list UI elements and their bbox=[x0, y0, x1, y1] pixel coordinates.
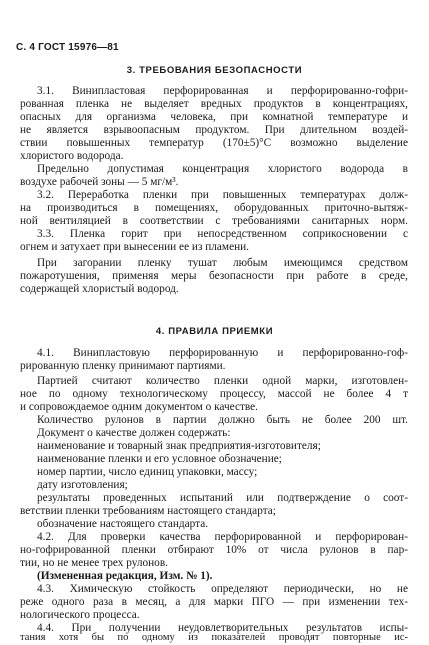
text-line: результаты проведенных испытаний или подтверждение о соот- bbox=[37, 492, 408, 504]
text-line: обозначение настоящего стандарта. bbox=[37, 518, 209, 530]
text-line: рированную пленку принимают партиями. bbox=[20, 360, 226, 372]
text-line: номер партии, число единиц упаковки, массу; bbox=[37, 466, 258, 478]
page-header: С. 4 ГОСТ 15976—81 bbox=[16, 42, 119, 53]
section-3-title: 3. ТРЕБОВАНИЯ БЕЗОПАСНОСТИ bbox=[126, 65, 303, 76]
text-line: тания хотя бы по одному из показателей проводят повторные ис- bbox=[20, 632, 408, 643]
text-line: наименование пленки и его условное обозначение; bbox=[37, 453, 282, 465]
text-line: наименование и товарный знак предприятия-изготовителя; bbox=[37, 440, 321, 452]
text-line: нологического процесса. bbox=[20, 609, 140, 621]
text-line: ное по одному технологическому процессу, массой не более 4 т bbox=[20, 388, 408, 400]
text-line: 3.1. Винипластовая перфорированная и перфорированно-гофри- bbox=[37, 85, 408, 97]
text-line: 3.2. Переработка пленки при повышенных температурах долж- bbox=[37, 189, 408, 201]
text-line: ветствии пленки требованиям настоящего стандарта; bbox=[20, 505, 276, 517]
section-4-title: 4. ПРАВИЛА ПРИЕМКИ bbox=[155, 326, 274, 337]
text-line: 4.1. Винипластовую перфорированную и перфорированно-гоф- bbox=[37, 347, 408, 359]
text-line: содержащей хлористый водород. bbox=[20, 283, 179, 295]
text-line: не является взрывоопасным продуктом. При длительном воздей- bbox=[20, 124, 408, 136]
text-line: огнем и затухает при вынесении ее из пламени. bbox=[20, 241, 250, 253]
text-line: Количество рулонов в партии должно быть не более 200 шт. bbox=[37, 414, 408, 426]
text-line: 3.3. Пленка горит при непосредственном соприкосновении с bbox=[37, 228, 408, 240]
text-line: на производиться в помещениях, оборудованных приточно-вытяж- bbox=[20, 202, 408, 214]
text-line: опасных для организма человека, при комнатной температуре и bbox=[20, 111, 408, 123]
text-line: дату изготовления; bbox=[37, 479, 128, 491]
text-line: 4.2. Для проверки качества перфорированной и перфорирован- bbox=[37, 531, 408, 543]
text-line: 4.3. Химическую стойкость определяют периодически, но не bbox=[37, 583, 408, 595]
text-line: рованная пленка не выделяет вредных продуктов в концентрациях, bbox=[20, 98, 408, 110]
text-line: воздухе рабочей зоны — 5 мг/м³. bbox=[20, 176, 179, 188]
text-line: и сопровождаемое одним документом о качестве. bbox=[20, 401, 259, 413]
amendment-note: (Измененная редакция, Изм. № 1). bbox=[37, 570, 213, 582]
text-line: но-гофрированной пленки отбирают 10% от числа рулонов в пар- bbox=[20, 544, 408, 556]
text-line: пожаротушения, применяя меры безопасности при работе в среде, bbox=[20, 270, 408, 282]
text-line: Документ о качестве должен содержать: bbox=[37, 427, 231, 439]
text-line: Предельно допустимая концентрация хлористого водорода в bbox=[37, 163, 408, 175]
text-line: Партией считают количество пленки одной марки, изготовлен- bbox=[37, 375, 408, 387]
text-line: 4.4. При получении неудовлетворительных результатов испы- bbox=[37, 622, 408, 634]
text-line: реже одного раза в месяц, а для марки ПГО — при изменении тех- bbox=[20, 596, 408, 608]
text-line: хлористого водорода. bbox=[20, 150, 124, 162]
text-line: ной вентиляцией в соответствии с требованиями санитарных норм. bbox=[20, 215, 408, 227]
text-line: тии, но не менее трех рулонов. bbox=[20, 557, 168, 569]
text-line: ствии повышенных температур (170±5)°С возможно выделение bbox=[20, 137, 408, 149]
text-line: При загорании пленку тушат любым имеющимся средством bbox=[37, 257, 408, 269]
